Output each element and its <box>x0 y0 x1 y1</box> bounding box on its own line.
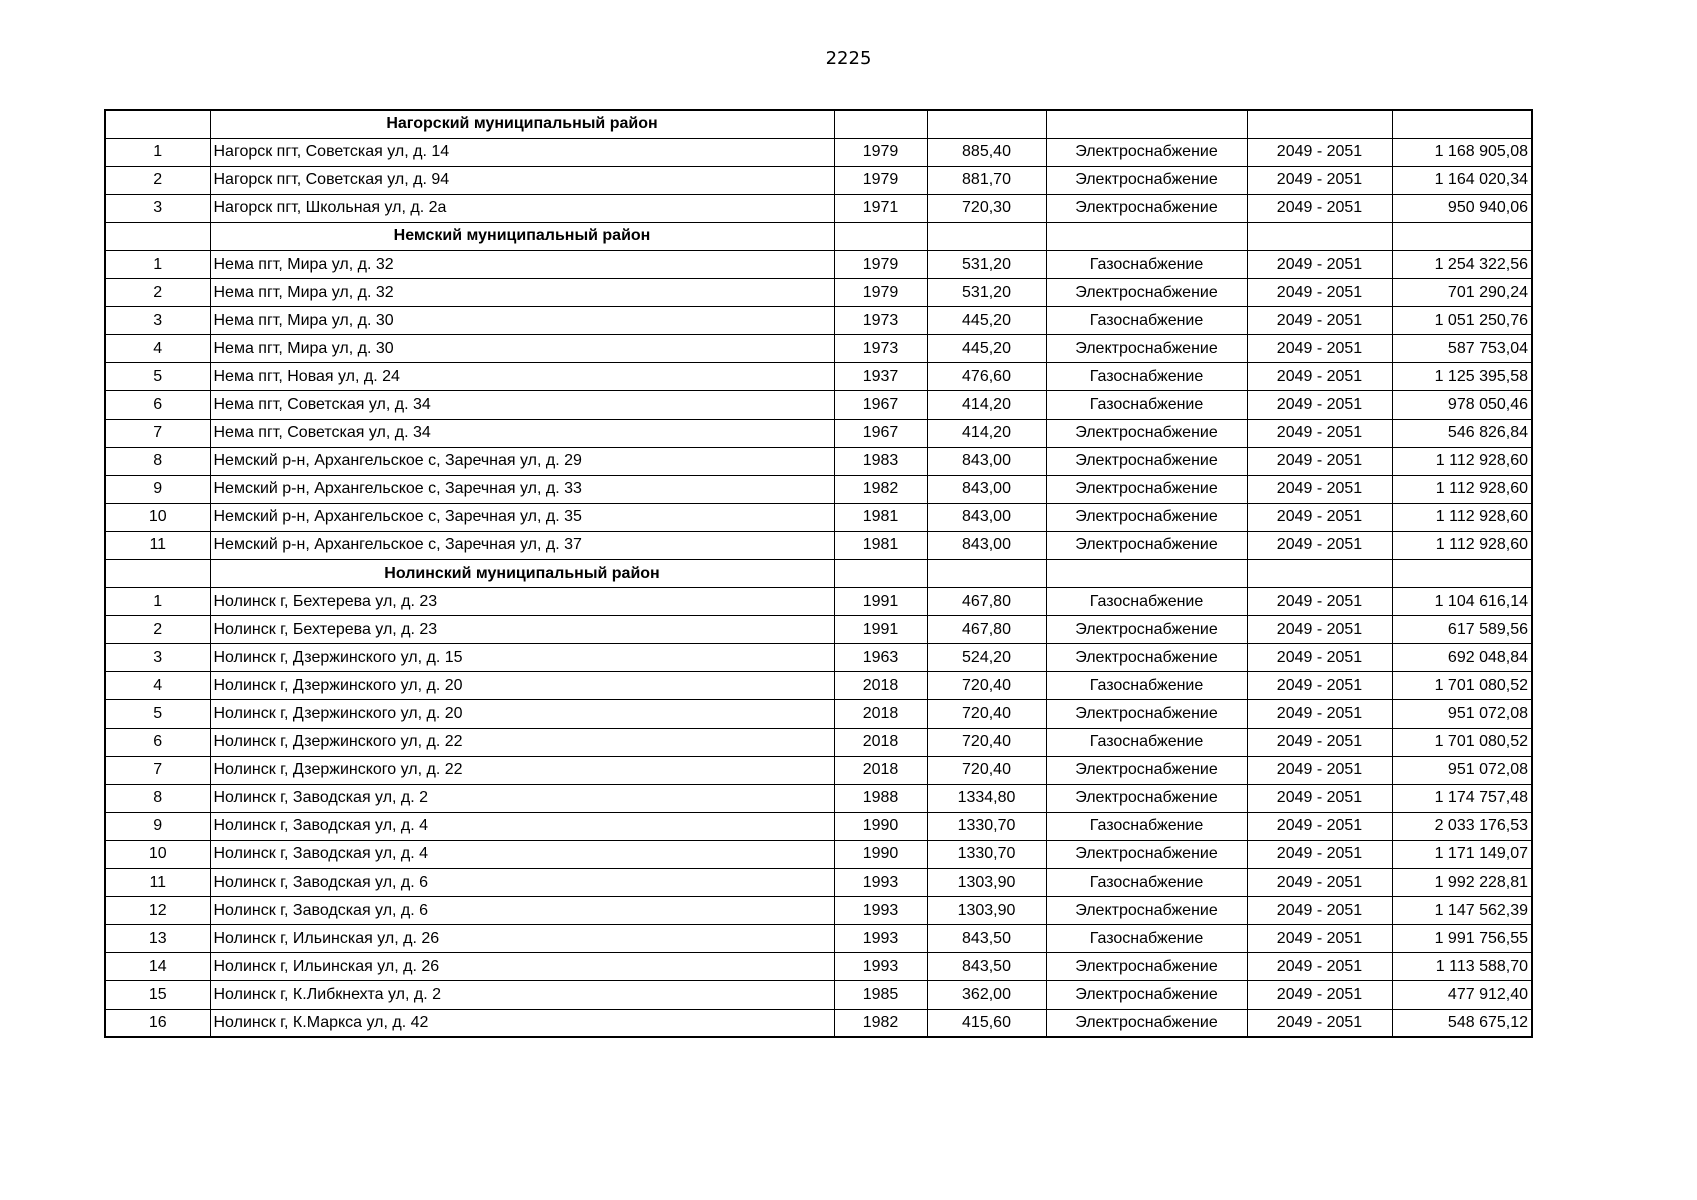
period-cell: 2049 - 2051 <box>1247 194 1392 222</box>
cost-cell: 1 171 149,07 <box>1392 840 1532 868</box>
area-cell: 467,80 <box>927 588 1046 616</box>
cost-cell: 1 112 928,60 <box>1392 475 1532 503</box>
area-cell: 720,40 <box>927 700 1046 728</box>
empty-cell <box>1247 560 1392 588</box>
address-cell: Немский р-н, Архангельское с, Заречная ул, д. 35 <box>210 503 834 531</box>
period-cell: 2049 - 2051 <box>1247 897 1392 925</box>
empty-cell <box>927 560 1046 588</box>
table-row <box>105 335 1532 363</box>
table-row <box>105 812 1532 840</box>
area-cell: 1303,90 <box>927 869 1046 897</box>
empty-cell <box>105 222 210 250</box>
address-cell: Нолинск г, Дзержинского ул, д. 15 <box>210 644 834 672</box>
row-number: 9 <box>105 475 210 503</box>
row-number: 1 <box>105 588 210 616</box>
table-row <box>105 756 1532 784</box>
page-number: 2225 <box>825 48 872 69</box>
row-number: 14 <box>105 953 210 981</box>
table-row <box>105 925 1532 953</box>
period-cell: 2049 - 2051 <box>1247 250 1392 278</box>
table-row <box>105 897 1532 925</box>
row-number: 16 <box>105 1009 210 1037</box>
year-cell: 1983 <box>834 447 927 475</box>
area-cell: 414,20 <box>927 419 1046 447</box>
service-cell: Электроснабжение <box>1046 447 1247 475</box>
row-number: 10 <box>105 503 210 531</box>
service-cell: Электроснабжение <box>1046 897 1247 925</box>
table-row <box>105 250 1532 278</box>
period-cell: 2049 - 2051 <box>1247 279 1392 307</box>
district-name: Нолинский муниципальный район <box>210 560 834 588</box>
row-number: 5 <box>105 363 210 391</box>
service-cell: Электроснабжение <box>1046 194 1247 222</box>
year-cell: 1937 <box>834 363 927 391</box>
year-cell: 1967 <box>834 391 927 419</box>
table-row <box>105 700 1532 728</box>
empty-cell <box>1046 110 1247 138</box>
cost-cell: 951 072,08 <box>1392 756 1532 784</box>
period-cell: 2049 - 2051 <box>1247 419 1392 447</box>
cost-cell: 978 050,46 <box>1392 391 1532 419</box>
row-number: 6 <box>105 728 210 756</box>
area-cell: 531,20 <box>927 250 1046 278</box>
area-cell: 1303,90 <box>927 897 1046 925</box>
year-cell: 1979 <box>834 166 927 194</box>
year-cell: 1990 <box>834 840 927 868</box>
area-cell: 720,40 <box>927 672 1046 700</box>
address-cell: Нагорск пгт, Школьная ул, д. 2а <box>210 194 834 222</box>
service-cell: Газоснабжение <box>1046 250 1247 278</box>
row-number: 8 <box>105 784 210 812</box>
area-cell: 524,20 <box>927 644 1046 672</box>
period-cell: 2049 - 2051 <box>1247 307 1392 335</box>
cost-cell: 1 992 228,81 <box>1392 869 1532 897</box>
empty-cell <box>1392 560 1532 588</box>
table-row <box>105 981 1532 1009</box>
table-row <box>105 1009 1532 1037</box>
service-cell: Электроснабжение <box>1046 840 1247 868</box>
address-cell: Нолинск г, К.Маркса ул, д. 42 <box>210 1009 834 1037</box>
cost-cell: 617 589,56 <box>1392 616 1532 644</box>
year-cell: 1993 <box>834 953 927 981</box>
area-cell: 843,00 <box>927 531 1046 559</box>
area-cell: 843,50 <box>927 953 1046 981</box>
row-number: 11 <box>105 869 210 897</box>
table-row <box>105 447 1532 475</box>
row-number: 4 <box>105 335 210 363</box>
row-number: 2 <box>105 279 210 307</box>
cost-cell: 1 164 020,34 <box>1392 166 1532 194</box>
area-cell: 414,20 <box>927 391 1046 419</box>
year-cell: 1979 <box>834 279 927 307</box>
district-header-row <box>105 110 1532 138</box>
service-cell: Газоснабжение <box>1046 391 1247 419</box>
area-cell: 445,20 <box>927 307 1046 335</box>
area-cell: 843,00 <box>927 503 1046 531</box>
period-cell: 2049 - 2051 <box>1247 672 1392 700</box>
period-cell: 2049 - 2051 <box>1247 391 1392 419</box>
address-cell: Немский р-н, Архангельское с, Заречная ул, д. 37 <box>210 531 834 559</box>
cost-cell: 1 125 395,58 <box>1392 363 1532 391</box>
address-cell: Нолинск г, Заводская ул, д. 4 <box>210 840 834 868</box>
row-number: 3 <box>105 194 210 222</box>
year-cell: 1963 <box>834 644 927 672</box>
row-number: 6 <box>105 391 210 419</box>
area-cell: 881,70 <box>927 166 1046 194</box>
area-cell: 720,40 <box>927 728 1046 756</box>
service-cell: Газоснабжение <box>1046 812 1247 840</box>
cost-cell: 1 112 928,60 <box>1392 531 1532 559</box>
row-number: 12 <box>105 897 210 925</box>
address-cell: Нолинск г, К.Либкнехта ул, д. 2 <box>210 981 834 1009</box>
cost-cell: 1 147 562,39 <box>1392 897 1532 925</box>
empty-cell <box>105 110 210 138</box>
area-cell: 720,30 <box>927 194 1046 222</box>
address-cell: Нагорск пгт, Советская ул, д. 94 <box>210 166 834 194</box>
cost-cell: 1 991 756,55 <box>1392 925 1532 953</box>
service-cell: Газоснабжение <box>1046 728 1247 756</box>
empty-cell <box>105 560 210 588</box>
row-number: 10 <box>105 840 210 868</box>
table-row <box>105 672 1532 700</box>
cost-cell: 1 701 080,52 <box>1392 672 1532 700</box>
empty-cell <box>1046 560 1247 588</box>
address-cell: Нолинск г, Ильинская ул, д. 26 <box>210 953 834 981</box>
year-cell: 1985 <box>834 981 927 1009</box>
cost-cell: 1 168 905,08 <box>1392 138 1532 166</box>
cost-cell: 1 112 928,60 <box>1392 503 1532 531</box>
table-body <box>105 110 1532 1037</box>
period-cell: 2049 - 2051 <box>1247 869 1392 897</box>
service-cell: Электроснабжение <box>1046 616 1247 644</box>
address-cell: Немский р-н, Архангельское с, Заречная ул, д. 29 <box>210 447 834 475</box>
service-cell: Газоснабжение <box>1046 869 1247 897</box>
period-cell: 2049 - 2051 <box>1247 588 1392 616</box>
cost-cell: 548 675,12 <box>1392 1009 1532 1037</box>
area-cell: 467,80 <box>927 616 1046 644</box>
year-cell: 1973 <box>834 335 927 363</box>
row-number: 7 <box>105 756 210 784</box>
year-cell: 1988 <box>834 784 927 812</box>
year-cell: 1991 <box>834 588 927 616</box>
row-number: 9 <box>105 812 210 840</box>
cost-cell: 587 753,04 <box>1392 335 1532 363</box>
table-row <box>105 869 1532 897</box>
year-cell: 1979 <box>834 250 927 278</box>
period-cell: 2049 - 2051 <box>1247 756 1392 784</box>
row-number: 4 <box>105 672 210 700</box>
table-row <box>105 644 1532 672</box>
area-cell: 415,60 <box>927 1009 1046 1037</box>
address-cell: Нема пгт, Мира ул, д. 30 <box>210 335 834 363</box>
table-row <box>105 728 1532 756</box>
period-cell: 2049 - 2051 <box>1247 812 1392 840</box>
area-cell: 720,40 <box>927 756 1046 784</box>
address-cell: Нолинск г, Дзержинского ул, д. 22 <box>210 756 834 784</box>
address-cell: Нема пгт, Мира ул, д. 32 <box>210 250 834 278</box>
cost-cell: 1 113 588,70 <box>1392 953 1532 981</box>
empty-cell <box>927 110 1046 138</box>
cost-cell: 1 051 250,76 <box>1392 307 1532 335</box>
service-cell: Электроснабжение <box>1046 953 1247 981</box>
period-cell: 2049 - 2051 <box>1247 531 1392 559</box>
period-cell: 2049 - 2051 <box>1247 166 1392 194</box>
period-cell: 2049 - 2051 <box>1247 475 1392 503</box>
table-row <box>105 194 1532 222</box>
district-name: Нагорский муниципальный район <box>210 110 834 138</box>
address-cell: Нолинск г, Ильинская ул, д. 26 <box>210 925 834 953</box>
table-row <box>105 138 1532 166</box>
row-number: 3 <box>105 644 210 672</box>
cost-cell: 951 072,08 <box>1392 700 1532 728</box>
address-cell: Нолинск г, Заводская ул, д. 6 <box>210 897 834 925</box>
period-cell: 2049 - 2051 <box>1247 616 1392 644</box>
year-cell: 1967 <box>834 419 927 447</box>
area-cell: 476,60 <box>927 363 1046 391</box>
service-cell: Электроснабжение <box>1046 503 1247 531</box>
address-cell: Нема пгт, Мира ул, д. 30 <box>210 307 834 335</box>
empty-cell <box>834 110 927 138</box>
year-cell: 2018 <box>834 756 927 784</box>
area-cell: 885,40 <box>927 138 1046 166</box>
period-cell: 2049 - 2051 <box>1247 644 1392 672</box>
service-cell: Газоснабжение <box>1046 672 1247 700</box>
empty-cell <box>834 222 927 250</box>
row-number: 1 <box>105 138 210 166</box>
empty-cell <box>927 222 1046 250</box>
row-number: 1 <box>105 250 210 278</box>
row-number: 8 <box>105 447 210 475</box>
year-cell: 1993 <box>834 869 927 897</box>
row-number: 13 <box>105 925 210 953</box>
empty-cell <box>1247 110 1392 138</box>
cost-cell: 477 912,40 <box>1392 981 1532 1009</box>
empty-cell <box>1247 222 1392 250</box>
year-cell: 1981 <box>834 503 927 531</box>
area-cell: 445,20 <box>927 335 1046 363</box>
period-cell: 2049 - 2051 <box>1247 981 1392 1009</box>
service-cell: Газоснабжение <box>1046 307 1247 335</box>
service-cell: Электроснабжение <box>1046 475 1247 503</box>
row-number: 2 <box>105 616 210 644</box>
year-cell: 1982 <box>834 1009 927 1037</box>
service-cell: Электроснабжение <box>1046 138 1247 166</box>
period-cell: 2049 - 2051 <box>1247 784 1392 812</box>
service-cell: Электроснабжение <box>1046 644 1247 672</box>
row-number: 2 <box>105 166 210 194</box>
table-row <box>105 391 1532 419</box>
address-cell: Нолинск г, Заводская ул, д. 4 <box>210 812 834 840</box>
period-cell: 2049 - 2051 <box>1247 335 1392 363</box>
table-row <box>105 363 1532 391</box>
year-cell: 1973 <box>834 307 927 335</box>
year-cell: 1993 <box>834 925 927 953</box>
period-cell: 2049 - 2051 <box>1247 925 1392 953</box>
address-cell: Нолинск г, Бехтерева ул, д. 23 <box>210 616 834 644</box>
service-cell: Электроснабжение <box>1046 756 1247 784</box>
address-cell: Нолинск г, Заводская ул, д. 2 <box>210 784 834 812</box>
service-cell: Электроснабжение <box>1046 531 1247 559</box>
service-cell: Газоснабжение <box>1046 363 1247 391</box>
cost-cell: 2 033 176,53 <box>1392 812 1532 840</box>
cost-cell: 546 826,84 <box>1392 419 1532 447</box>
address-cell: Нолинск г, Заводская ул, д. 6 <box>210 869 834 897</box>
address-cell: Нолинск г, Дзержинского ул, д. 20 <box>210 700 834 728</box>
table-row <box>105 588 1532 616</box>
period-cell: 2049 - 2051 <box>1247 363 1392 391</box>
area-cell: 1330,70 <box>927 840 1046 868</box>
row-number: 15 <box>105 981 210 1009</box>
service-cell: Электроснабжение <box>1046 279 1247 307</box>
cost-cell: 1 701 080,52 <box>1392 728 1532 756</box>
buildings-table <box>104 109 1533 1038</box>
year-cell: 2018 <box>834 700 927 728</box>
area-cell: 843,00 <box>927 447 1046 475</box>
year-cell: 1982 <box>834 475 927 503</box>
address-cell: Нолинск г, Дзержинского ул, д. 22 <box>210 728 834 756</box>
cost-cell: 950 940,06 <box>1392 194 1532 222</box>
period-cell: 2049 - 2051 <box>1247 728 1392 756</box>
district-name: Немский муниципальный район <box>210 222 834 250</box>
table-row <box>105 475 1532 503</box>
table-row <box>105 531 1532 559</box>
table-row <box>105 840 1532 868</box>
row-number: 11 <box>105 531 210 559</box>
period-cell: 2049 - 2051 <box>1247 700 1392 728</box>
table-row <box>105 503 1532 531</box>
row-number: 7 <box>105 419 210 447</box>
address-cell: Нема пгт, Мира ул, д. 32 <box>210 279 834 307</box>
period-cell: 2049 - 2051 <box>1247 138 1392 166</box>
period-cell: 2049 - 2051 <box>1247 503 1392 531</box>
service-cell: Электроснабжение <box>1046 981 1247 1009</box>
address-cell: Нолинск г, Дзержинского ул, д. 20 <box>210 672 834 700</box>
table-row <box>105 307 1532 335</box>
address-cell: Нема пгт, Советская ул, д. 34 <box>210 419 834 447</box>
year-cell: 1991 <box>834 616 927 644</box>
area-cell: 362,00 <box>927 981 1046 1009</box>
cost-cell: 1 254 322,56 <box>1392 250 1532 278</box>
service-cell: Газоснабжение <box>1046 588 1247 616</box>
period-cell: 2049 - 2051 <box>1247 840 1392 868</box>
table-row <box>105 166 1532 194</box>
table-row <box>105 279 1532 307</box>
period-cell: 2049 - 2051 <box>1247 1009 1392 1037</box>
year-cell: 2018 <box>834 728 927 756</box>
year-cell: 1993 <box>834 897 927 925</box>
area-cell: 843,50 <box>927 925 1046 953</box>
district-header-row <box>105 222 1532 250</box>
address-cell: Нагорск пгт, Советская ул, д. 14 <box>210 138 834 166</box>
service-cell: Электроснабжение <box>1046 784 1247 812</box>
table-row <box>105 953 1532 981</box>
year-cell: 1979 <box>834 138 927 166</box>
area-cell: 1334,80 <box>927 784 1046 812</box>
service-cell: Электроснабжение <box>1046 419 1247 447</box>
area-cell: 843,00 <box>927 475 1046 503</box>
year-cell: 1981 <box>834 531 927 559</box>
year-cell: 1971 <box>834 194 927 222</box>
empty-cell <box>834 560 927 588</box>
address-cell: Немский р-н, Архангельское с, Заречная ул, д. 33 <box>210 475 834 503</box>
service-cell: Электроснабжение <box>1046 1009 1247 1037</box>
table-row <box>105 784 1532 812</box>
empty-cell <box>1392 222 1532 250</box>
address-cell: Нолинск г, Бехтерева ул, д. 23 <box>210 588 834 616</box>
empty-cell <box>1392 110 1532 138</box>
address-cell: Нема пгт, Советская ул, д. 34 <box>210 391 834 419</box>
cost-cell: 1 104 616,14 <box>1392 588 1532 616</box>
year-cell: 2018 <box>834 672 927 700</box>
table-row <box>105 419 1532 447</box>
cost-cell: 1 174 757,48 <box>1392 784 1532 812</box>
service-cell: Электроснабжение <box>1046 700 1247 728</box>
row-number: 3 <box>105 307 210 335</box>
service-cell: Электроснабжение <box>1046 335 1247 363</box>
row-number: 5 <box>105 700 210 728</box>
empty-cell <box>1046 222 1247 250</box>
service-cell: Электроснабжение <box>1046 166 1247 194</box>
cost-cell: 692 048,84 <box>1392 644 1532 672</box>
district-header-row <box>105 560 1532 588</box>
period-cell: 2049 - 2051 <box>1247 447 1392 475</box>
service-cell: Газоснабжение <box>1046 925 1247 953</box>
cost-cell: 701 290,24 <box>1392 279 1532 307</box>
address-cell: Нема пгт, Новая ул, д. 24 <box>210 363 834 391</box>
table-row <box>105 616 1532 644</box>
area-cell: 1330,70 <box>927 812 1046 840</box>
period-cell: 2049 - 2051 <box>1247 953 1392 981</box>
year-cell: 1990 <box>834 812 927 840</box>
cost-cell: 1 112 928,60 <box>1392 447 1532 475</box>
area-cell: 531,20 <box>927 279 1046 307</box>
